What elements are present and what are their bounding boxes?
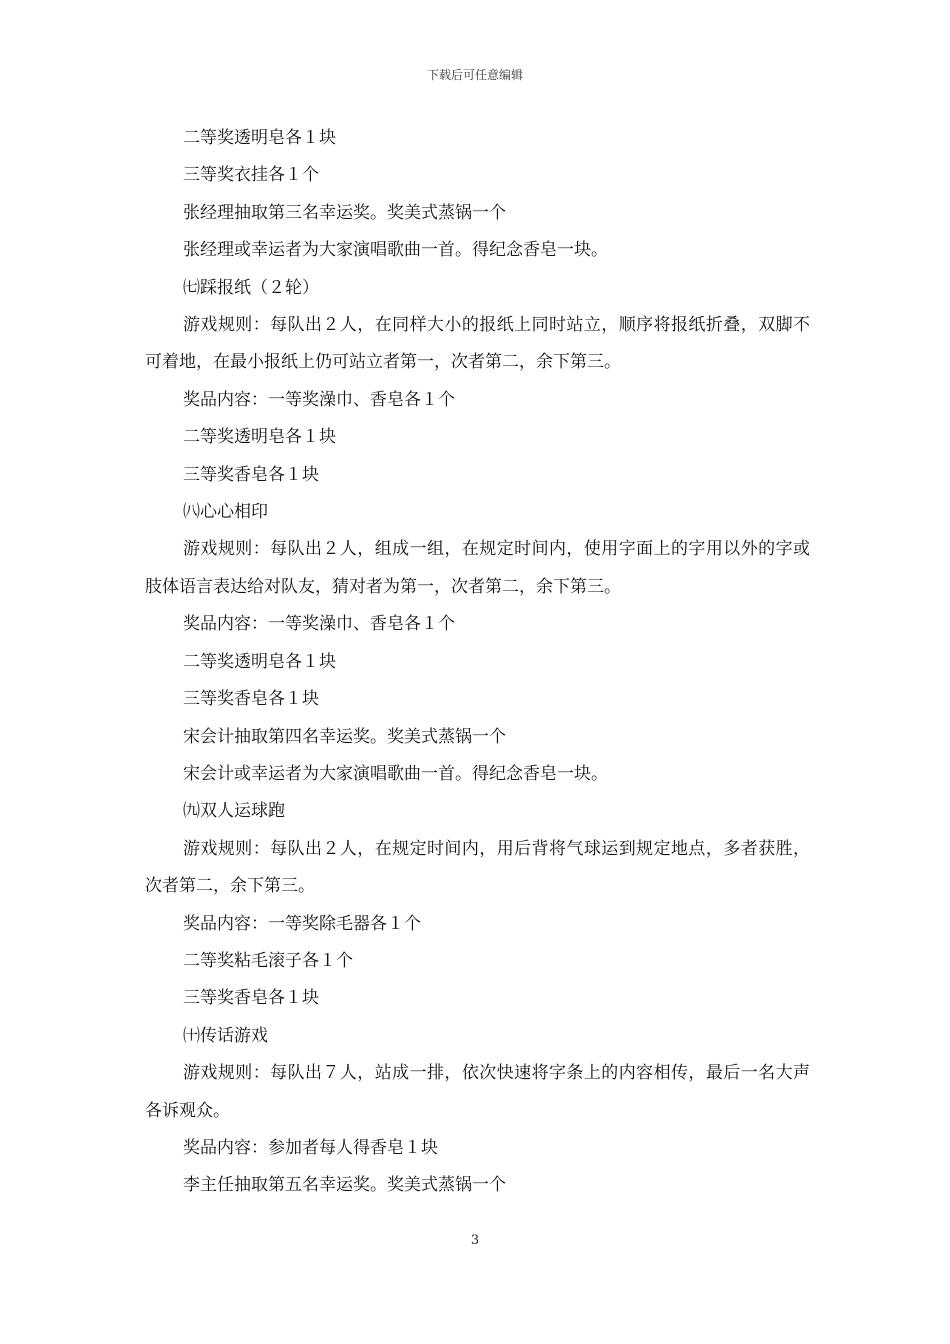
text-line: 三等奖香皂各１块 — [183, 464, 319, 485]
text-line: 李主任抽取第五名幸运奖。奖美式蒸锅一个 — [183, 1175, 506, 1196]
document-body — [145, 120, 810, 1205]
text-line: 三等奖衣挂各１个 — [183, 165, 319, 186]
text-line: 二等奖粘毛滚子各１个 — [183, 950, 353, 971]
rules-paragraph: 游戏规则：每队出２人，在同样大小的报纸上同时站立，顺序将报纸折叠，双脚不可着地，在最小报纸上仍可站立者第一，次者第二，余下第三。 — [145, 315, 810, 373]
text-line: 三等奖香皂各１块 — [183, 689, 319, 710]
text-line: 二等奖透明皂各１块 — [183, 651, 336, 672]
rules-paragraph: 游戏规则：每队出２人，在规定时间内，用后背将气球运到规定地点，多者获胜，次者第二，余下第三。 — [145, 838, 810, 897]
text-line: 奖品内容：参加者每人得香皂１块 — [183, 1137, 438, 1158]
rules-paragraph: 游戏规则：每队出７人，站成一排，依次快速将字条上的内容相传，最后一名大声各诉观众。 — [145, 1063, 810, 1121]
text-line: 二等奖透明皂各１块 — [183, 128, 336, 148]
section-heading: ㈦踩报纸（２轮） — [183, 277, 319, 298]
section-heading: ㈩传话游戏 — [183, 1025, 268, 1046]
section-heading: ㈧心心相印 — [183, 502, 268, 523]
page-number: 3 — [470, 1233, 480, 1248]
page-header: 下载后可任意编辑 — [426, 68, 523, 82]
section-heading: ㈨双人运球跑 — [183, 801, 285, 822]
text-line: 二等奖透明皂各１块 — [183, 427, 336, 448]
text-line: 奖品内容：一等奖除毛器各１个 — [183, 913, 421, 934]
text-line: 奖品内容：一等奖澡巾、香皂各１个 — [183, 389, 455, 410]
text-line: 三等奖香皂各１块 — [183, 988, 319, 1009]
text-line: 宋会计或幸运者为大家演唱歌曲一首。得纪念香皂一块。 — [183, 763, 608, 784]
rules-paragraph: 游戏规则：每队出２人，组成一组，在规定时间内，使用字面上的字用以外的字或肢体语言表达给对队友，猜对者为第一，次者第二，余下第三。 — [145, 539, 810, 597]
text-line: 奖品内容：一等奖澡巾、香皂各１个 — [183, 614, 455, 635]
text-line: 张经理或幸运者为大家演唱歌曲一首。得纪念香皂一块。 — [183, 240, 608, 261]
text-line: 宋会计抽取第四名幸运奖。奖美式蒸锅一个 — [183, 726, 506, 747]
text-line: 张经理抽取第三名幸运奖。奖美式蒸锅一个 — [183, 202, 506, 223]
